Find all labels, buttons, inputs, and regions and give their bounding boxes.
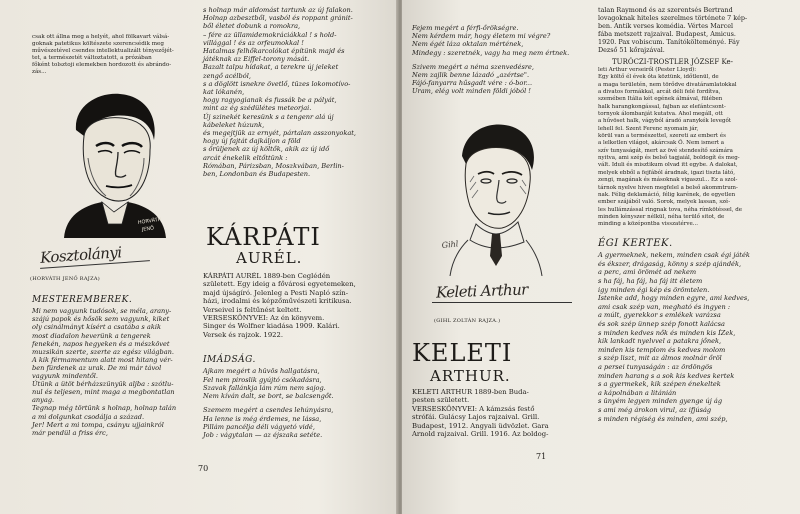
bio-line: Verseivel is feltűnést keltett. (203, 305, 302, 314)
critic-review (598, 67, 786, 229)
poem-line: hogy ragyogianak és fussák be a pályát, (203, 96, 337, 105)
poem-line: igy minden égi kép és örömtelen. (598, 285, 710, 294)
poem-line: s szép liszt, mit az álmos molnár őröl (598, 354, 722, 363)
poem-line: játéknak az Eiffel-torony mását. (203, 55, 310, 64)
review-line: minden kényszer nélkül, néha terülő sitot, de (598, 213, 725, 220)
imadsag-continuation (412, 24, 582, 96)
poem-line: s ha fáj, ha fáj, ha fáj itt életem (598, 277, 703, 286)
poem-title: IMÁDSÁG. (203, 355, 256, 365)
works-line: talan Raymond és az szerentsés Bertrand (598, 6, 733, 14)
poem-line: ami csak szép van, megható és ingyen : (598, 302, 731, 311)
poem-line: fenekén, napos hegyeken és a mészkövet (32, 339, 170, 348)
poem-line: hogy új fajtát dajkáljon a föld (203, 137, 301, 146)
poem-line: arcát énekelik eltőttünk : (203, 153, 288, 162)
intro-line: tet, a természetét változtatott, a prózában (32, 55, 152, 61)
review-line: körül van a természettel, szereti az embert és (598, 133, 726, 140)
keleti-works-continued (598, 6, 786, 54)
works-line: Budapest, 1912. Angyali üdvözlet. Gara (412, 421, 549, 430)
poem-line: és ékszer, drágaság, könny s szép ajándék, (598, 259, 742, 268)
poem-line: Hatalmas felhőkarcolókat építünk majd és (203, 47, 345, 56)
poem-line: Pillám pancélja déli vágyetó vidé, (203, 423, 315, 432)
keleti-bio (412, 388, 584, 438)
portrait-caption: (GIHL ZOLTÁN RAJZA.) (434, 318, 501, 324)
poem-line: Nem kíván dalt, se bort, se balcsengőt. (203, 392, 334, 401)
author-name-second: AURÉL. (236, 249, 303, 267)
poem-line: oly csinálmányt kísért a csatába s akik (32, 323, 161, 332)
review-line: melyek ebből a fejfából áradnak, igazi tiszta látó, (598, 169, 736, 176)
bio-line: házi, irodalmi és képzőművészeti kritikusa. (203, 297, 352, 306)
intro-line: csak ott állna meg a helyét, ahol fölkavart válsá- (32, 34, 170, 40)
poem-line: s ami még árokon virul, az ifjúság (598, 405, 712, 414)
poem-line: Nem égét láza oktalan mértének, (412, 40, 524, 49)
poem-line: kik lankadt nyelvvel a patakra jőnek, (598, 337, 722, 346)
svg-text:HORVÁTH: HORVÁTH (137, 216, 162, 226)
poem-line: A gyermeknek, nekem, minden csak égi játék (598, 251, 750, 260)
works-line: fába metszett rajzaival. Budapest, Amicus. (598, 30, 736, 38)
review-line: les hullámzással ringnak tova, néha rímkötéssel, de (598, 206, 743, 213)
poem-line: vagyunk mindentől. (32, 372, 98, 381)
works-line: VERSESKÖNYVEI: A kámzsás festő (412, 404, 535, 413)
poem-line: kat lókanén, (203, 88, 245, 97)
poem-line: s holnap már aldomást tartunk az új falakon. (203, 6, 353, 14)
works-line: Versek és rajzok. 1922. (203, 330, 283, 339)
kosztolanyi-portrait (58, 88, 170, 238)
poem-line: Fel nem piroslik gyújtó csókadásra, (203, 375, 322, 384)
review-line: a maga területén, nem törődve divatáramlatokkal (598, 81, 737, 88)
review-line: minding a középontba visszatérve... (598, 221, 698, 228)
author-name-first: KELETI (412, 339, 513, 367)
review-line: halk harangkongással, fajban az elefántcsont- (598, 103, 726, 110)
poem-line: Szavak fallánkja lám rúm nem sajog. (203, 383, 326, 392)
poem-line: Mi nem vagyunk tudósok, se méla, arany- (32, 307, 172, 316)
review-line: a divatos formákkal, arcát déli felé fordítva, (598, 89, 721, 96)
poem-line: Fájó-fanyarra hűsgadt vére : ó-bor... (412, 79, 533, 88)
review-line: nak. Félig deklamáció, félig karének, de egyetlen (598, 191, 736, 198)
review-line: a lelketlen világot, akárcsak Ő. Nem ismert a (598, 140, 725, 147)
intro-line: zás... (32, 69, 47, 75)
keleti-heading (412, 339, 513, 367)
poem-title: ÉGI KERTEK. (598, 238, 673, 249)
poem-title: MESTEREMBEREK. (32, 295, 133, 305)
works-line: lovagoknak hiteles szerelmes története 7 kép- (598, 14, 748, 22)
poem-line: s ünyém legyen minden gyenge új ág (598, 397, 723, 406)
poem-line: Istenke add, hogy minden egyre, ami kedves, (598, 294, 750, 303)
poem-line: ben fürdenek az urak. De mi már távol (32, 363, 162, 372)
signature-underline (432, 302, 572, 303)
poem-line: Tegnap még törtünk s holnap, holnap talán (32, 404, 177, 413)
poem-line: Bazalt talpu hídakat, a terekre új jeleket (203, 63, 339, 72)
poem-line: Új szinekét keresünk s a tengenr alá új (203, 112, 334, 121)
kosztolanyi-signature: Kosztolányi (39, 243, 123, 267)
egi-kertek-poem (598, 236, 786, 423)
poem-line: s a gyermekek, kik szépen énekeltek (598, 380, 721, 389)
bio-line: KÁRPÁTI AURÉL 1889-ben Ceglédén (203, 272, 331, 280)
review-line: a hűvöset halk, vágyból áradó aranykék levegőt (598, 118, 732, 125)
poem-line: – fére az üllamidemokráciákkal ! s hold- (203, 30, 337, 39)
author-name-first: KÁRPÁTI (206, 223, 321, 251)
critic-name: TURÓCZI-TROSTLER JÓZSEF Ke- (612, 58, 734, 66)
poem-line: ből életet dobunk a romokra, (203, 22, 301, 31)
intro-line: művészetével csendes intellektualizált tényezőjét- (32, 48, 174, 54)
review-line: lehell fel. Szent Ferenc nyomain jár, (598, 125, 699, 132)
poem-line: Job : vágytalan — az éjszaka setéte. (203, 431, 323, 440)
poem-line: a múlt, gyerekkor s emlékek varázsa (598, 311, 721, 320)
poem-line: Ha lenne is még érdemes, ne lássa, (203, 414, 322, 423)
review-line: vált. Iduli és misztikum olvad itt egybe. A dalokat, (598, 162, 738, 169)
review-line: zengi, magának és másoknak vigaszul... Ez a szol- (598, 177, 738, 184)
poem-line: villággal ! és az orfeumokkal ! (203, 38, 304, 47)
poem-line: Rómában, Párizsban, Moszkvában, Berlin- (203, 161, 344, 170)
poem-line: a persei tunyaságán : az ördöngös (598, 363, 713, 372)
poem-line: s minden kedves nők és minden kis ÍZek, (598, 328, 736, 337)
poem-line: s a döglött isnekre övetlő, tüzes lokomotívo- (203, 79, 351, 88)
left-page (0, 0, 398, 514)
critic-heading (598, 58, 786, 66)
review-line: tárnok nyelve hiven megfelel a belső akommtrum- (598, 184, 738, 191)
poem-line: és sok szép ünnep szép fonott kalácsa (598, 320, 725, 329)
review-line: nyitva, ami szép és belső tagjaiál, boldogít és meg- (598, 155, 740, 162)
poem-line: anyag. (32, 396, 55, 405)
karpati-heading (206, 223, 321, 251)
poem-line: kábeleket húzunk, (203, 120, 265, 129)
review-line: Egy költő él évek óta köztünk, időtlenül, de (598, 74, 719, 81)
portrait-caption: (HORVÁTH JENŐ RAJZA) (30, 276, 101, 282)
keleti-signature: Keleti Arthur (435, 280, 528, 302)
poem-line: már pendül a friss érc, (32, 428, 108, 437)
poem-line: mint az ég szédülétes meteorjai. (203, 104, 312, 113)
poem-line: és megejtjük az ernyét, pártalan asszonyokat, (203, 129, 357, 138)
poem-line: minden harang s a sok kis kedves kertek (598, 371, 735, 380)
bio-line: pesten született. (412, 396, 470, 405)
intro-line: főként tolsztoji elemekben hordozott és abrándo- (32, 62, 172, 68)
page-number-left: 70 (198, 464, 209, 473)
poem-line: Ajkam megért a hüvös hallgatásra, (203, 367, 320, 376)
works-line: strófái. Gulácsy Lajos rajzaival. Grill. (412, 413, 540, 422)
bio-line: majd újságíró. Jelenleg a Pesti Napló szín- (203, 288, 348, 297)
works-line: Singer és Wolfner kiadása 1909. Kalári. (203, 322, 340, 331)
poem-line: a perc, ami örömét ad nekem (598, 268, 697, 277)
author-name-second: ARTHUR. (430, 367, 511, 385)
works-line: Arnold rajzaival. Grill. 1916. Az boldog- (412, 430, 549, 439)
svg-text:Gihl: Gihl (441, 239, 459, 250)
bio-line: KELETI ARTHUR 1889-ben Buda- (412, 388, 529, 396)
poem-line: most diadalon heverünk a tengerek (32, 331, 151, 340)
poem-line: minden kis templom és kedves molom (598, 345, 726, 354)
poem-line: A kik férmamentum alatt most hitang vér- (32, 355, 173, 364)
poem-line: szájú papok és hősök sem vagyunk, kiket (32, 315, 170, 324)
page-number-right: 71 (536, 452, 547, 461)
poem-line: Nem kérdem már, hogy életem mi végre? (412, 32, 551, 41)
karpati-heading-second (236, 248, 302, 267)
poem-line: Holnap azbesztből, vasból és roppant gránit- (203, 14, 353, 23)
poem-line: a mi dolgunkat csodálja a század. (32, 412, 145, 421)
poem-line: Mindegy : szeretnék, vagy ha meg nem értnek. (412, 48, 570, 57)
karpati-bio (203, 272, 363, 339)
poem-line: Szemem megért a csendes lehúnyásra, (203, 406, 334, 415)
works-line: Dezső 51 kőrajzával. (598, 46, 665, 54)
review-line: tornyok álombanját kutatva. Ahol megáll, ott (598, 111, 723, 118)
poem-line: Fejem megért a férfi-őrökségre. (412, 24, 519, 32)
bio-line: született. Egy ideig a fővárosi egyetemeken, (203, 280, 356, 289)
review-line: szemében Itália két egének álmával, fülében (598, 96, 723, 103)
svg-text:JENŐ: JENŐ (141, 225, 155, 233)
review-line: ember szájából való. Sorok, melyek lassan, szé- (598, 199, 731, 206)
review-line: leti Arthur verseiről (Pester Lloyd): (598, 67, 697, 73)
review-line: szív tunyaságát, mert az övé stendesítő számára (598, 147, 733, 154)
intro-line: goknak patetikus költészete szerencsédik meg (32, 41, 164, 47)
imadsag-poem (203, 352, 363, 440)
poem-line: Nem zajlik benne lázadó „azértse". (412, 71, 530, 80)
poem-line: zengő acélból, (203, 71, 251, 80)
left-intro-text (32, 34, 184, 76)
keleti-heading-second (430, 366, 511, 385)
poem-line: Útünk a ütöt bérházszünyük aljba : szótlu- (32, 380, 174, 389)
keleti-portrait (438, 116, 548, 276)
mesteremberek-poem (32, 292, 190, 437)
poem-line: s minden régiség és minden, ami szép, (598, 414, 728, 423)
poem-line: s őrüljenek az új költők, akik az új idő (203, 145, 330, 154)
works-line: ben. Antik verses komédia. Vértes Marcel (598, 22, 734, 30)
poem-line: nul és teljesen, mint maga a megbontatlan (32, 388, 175, 397)
mesteremberek-continuation (203, 6, 365, 178)
poem-line: Jer! Mert a mi tompa, csányu ujjainkról (32, 420, 164, 429)
works-line: VERSESKÖNYVEI: Az én könyvem. (203, 314, 325, 323)
poem-line: Uram, elég volt minden földi jóból ! (412, 87, 531, 96)
poem-line: Szivem megért a néma szenvedésre, (412, 62, 534, 71)
poem-line: a kápolnában a litánián (598, 388, 677, 397)
poem-line: muzsikán szerte, szerte az egész világban. (32, 347, 175, 356)
works-line: 1920. Pax vobiscum. Tanítókölteményé. Fáy (598, 38, 740, 46)
right-page (402, 0, 800, 514)
poem-line: ben, Londonban és Budapesten. (203, 170, 311, 179)
